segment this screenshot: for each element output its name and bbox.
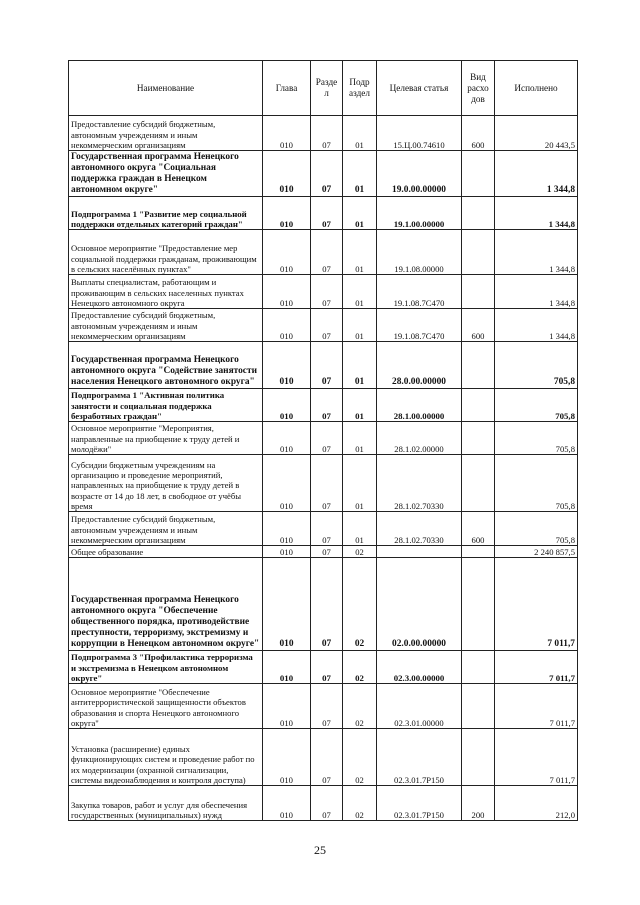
cell-name: Подпрограмма 1 "Активная политика занятости и социальная поддержка безработных граждан" — [69, 389, 263, 422]
cell-executed: 705,8 — [495, 422, 578, 455]
cell-target: 19.1.08.7С470 — [377, 309, 462, 342]
cell-subsection: 02 — [343, 786, 377, 821]
cell-executed: 1 344,8 — [495, 309, 578, 342]
cell-exptype — [462, 230, 495, 275]
header-chapter: Глава — [263, 61, 311, 116]
cell-name: Предоставление субсидий бюджетным, автономным учреждениям и иным некоммерческим организациям — [69, 116, 263, 151]
cell-name: Государственная программа Ненецкого автономного округа "Социальная поддержка граждан в Ненецком автономном округе" — [69, 151, 263, 197]
budget-table — [68, 60, 578, 821]
cell-exptype — [462, 389, 495, 422]
cell-name: Подпрограмма 3 "Профилактика терроризма и экстремизма в Ненецком автономном округе" — [69, 651, 263, 684]
cell-section: 07 — [311, 455, 343, 512]
cell-section: 07 — [311, 151, 343, 197]
cell-executed: 705,8 — [495, 389, 578, 422]
cell-exptype — [462, 546, 495, 558]
table-row — [69, 422, 578, 455]
cell-chapter: 010 — [263, 786, 311, 821]
cell-chapter: 010 — [263, 197, 311, 230]
cell-target: 02.3.01.00000 — [377, 684, 462, 729]
cell-target: 19.1.08.00000 — [377, 230, 462, 275]
cell-chapter: 010 — [263, 512, 311, 546]
cell-section: 07 — [311, 512, 343, 546]
cell-chapter: 010 — [263, 546, 311, 558]
table-row — [69, 116, 578, 151]
cell-subsection: 02 — [343, 729, 377, 786]
cell-chapter: 010 — [263, 651, 311, 684]
cell-target: 19.1.00.00000 — [377, 197, 462, 230]
table-row — [69, 197, 578, 230]
cell-section: 07 — [311, 729, 343, 786]
cell-target: 02.3.01.7Р150 — [377, 729, 462, 786]
cell-target: 19.0.00.00000 — [377, 151, 462, 197]
cell-section: 07 — [311, 275, 343, 309]
table-row — [69, 684, 578, 729]
table-row — [69, 786, 578, 821]
cell-exptype — [462, 684, 495, 729]
cell-subsection: 02 — [343, 546, 377, 558]
cell-name: Предоставление субсидий бюджетным, автономным учреждениям и иным некоммерческим организациям — [69, 309, 263, 342]
cell-exptype — [462, 729, 495, 786]
cell-chapter: 010 — [263, 684, 311, 729]
cell-section: 07 — [311, 546, 343, 558]
cell-chapter: 010 — [263, 558, 311, 651]
table-row — [69, 230, 578, 275]
cell-name: Установка (расширение) единых функционирующих систем и проведение работ по их модернизации (охранной сигнализации, системы видеонаблюдения и контроля доступа) — [69, 729, 263, 786]
cell-section: 07 — [311, 197, 343, 230]
table-header — [69, 61, 578, 116]
cell-section: 07 — [311, 786, 343, 821]
cell-executed: 20 443,5 — [495, 116, 578, 151]
cell-name: Субсидии бюджетным учреждениям на организацию и проведение мероприятий, направленных на приобщение к труду детей в возрасте от 14 до 18 лет, в свободное от учёбы время — [69, 455, 263, 512]
table-row — [69, 729, 578, 786]
cell-name: Государственная программа Ненецкого автономного округа "Содействие занятости населения Ненецкого автономного округа" — [69, 342, 263, 389]
cell-subsection: 01 — [343, 455, 377, 512]
cell-exptype — [462, 422, 495, 455]
table-row — [69, 546, 578, 558]
cell-name: Общее образование — [69, 546, 263, 558]
cell-target: 28.1.00.00000 — [377, 389, 462, 422]
cell-target: 02.0.00.00000 — [377, 558, 462, 651]
table-row — [69, 389, 578, 422]
cell-executed: 212,0 — [495, 786, 578, 821]
cell-name: Основное мероприятие "Предоставление мер социальной поддержки гражданам, проживающим в сельских населённых пунктах" — [69, 230, 263, 275]
cell-target — [377, 546, 462, 558]
header-section: Разде л — [311, 61, 343, 116]
cell-executed: 1 344,8 — [495, 275, 578, 309]
cell-exptype: 600 — [462, 309, 495, 342]
page-number: 25 — [314, 843, 326, 857]
cell-name: Подпрограмма 1 "Развитие мер социальной поддержки отдельных категорий граждан" — [69, 197, 263, 230]
cell-subsection: 01 — [343, 422, 377, 455]
cell-name: Государственная программа Ненецкого автономного округа "Обеспечение общественного порядка, противодействие преступности, терроризму, экстремизму и коррупции в Ненецком автономном округе" — [69, 558, 263, 651]
table-row — [69, 151, 578, 197]
cell-name: Основное мероприятие "Мероприятия, направленные на приобщение к труду детей и молодёжи" — [69, 422, 263, 455]
cell-executed: 7 011,7 — [495, 651, 578, 684]
cell-exptype — [462, 275, 495, 309]
table-row — [69, 342, 578, 389]
cell-subsection: 01 — [343, 389, 377, 422]
cell-exptype — [462, 342, 495, 389]
cell-chapter: 010 — [263, 309, 311, 342]
table-row — [69, 275, 578, 309]
cell-subsection: 01 — [343, 275, 377, 309]
cell-chapter: 010 — [263, 116, 311, 151]
cell-target: 28.1.02.70330 — [377, 512, 462, 546]
cell-target: 02.3.01.7Р150 — [377, 786, 462, 821]
cell-subsection: 02 — [343, 684, 377, 729]
cell-section: 07 — [311, 230, 343, 275]
cell-subsection: 01 — [343, 230, 377, 275]
cell-chapter: 010 — [263, 230, 311, 275]
cell-section: 07 — [311, 558, 343, 651]
cell-executed: 705,8 — [495, 342, 578, 389]
cell-section: 07 — [311, 651, 343, 684]
cell-chapter: 010 — [263, 151, 311, 197]
cell-section: 07 — [311, 684, 343, 729]
cell-section: 07 — [311, 309, 343, 342]
cell-section: 07 — [311, 342, 343, 389]
cell-executed: 1 344,8 — [495, 151, 578, 197]
table-row — [69, 455, 578, 512]
cell-target: 28.1.02.00000 — [377, 422, 462, 455]
table-row — [69, 309, 578, 342]
header-executed: Исполнено — [495, 61, 578, 116]
cell-executed: 2 240 857,5 — [495, 546, 578, 558]
cell-chapter: 010 — [263, 275, 311, 309]
cell-subsection: 01 — [343, 116, 377, 151]
cell-executed: 705,8 — [495, 512, 578, 546]
cell-exptype — [462, 558, 495, 651]
cell-name: Выплаты специалистам, работающим и проживающим в сельских населенных пунктах Ненецкого автономного округа — [69, 275, 263, 309]
cell-subsection: 01 — [343, 151, 377, 197]
header-subsection: Подр аздел — [343, 61, 377, 116]
cell-chapter: 010 — [263, 422, 311, 455]
cell-name: Закупка товаров, работ и услуг для обеспечения государственных (муниципальных) нужд — [69, 786, 263, 821]
cell-name: Основное мероприятие "Обеспечение антитеррористической защищенности объектов образования и спорта Ненецкого автономного округа" — [69, 684, 263, 729]
cell-target: 15.Ц.00.74610 — [377, 116, 462, 151]
cell-exptype: 600 — [462, 512, 495, 546]
cell-executed: 1 344,8 — [495, 197, 578, 230]
cell-exptype — [462, 651, 495, 684]
cell-subsection: 01 — [343, 512, 377, 546]
cell-target: 28.1.02.70330 — [377, 455, 462, 512]
table-row — [69, 558, 578, 651]
header-target: Целевая статья — [377, 61, 462, 116]
cell-executed: 705,8 — [495, 455, 578, 512]
cell-chapter: 010 — [263, 389, 311, 422]
cell-subsection: 01 — [343, 309, 377, 342]
cell-section: 07 — [311, 422, 343, 455]
cell-exptype — [462, 151, 495, 197]
cell-exptype — [462, 455, 495, 512]
cell-section: 07 — [311, 116, 343, 151]
cell-subsection: 01 — [343, 342, 377, 389]
cell-name: Предоставление субсидий бюджетным, автономным учреждениям и иным некоммерческим организациям — [69, 512, 263, 546]
cell-exptype — [462, 197, 495, 230]
header-name: Наименование — [69, 61, 263, 116]
table-row — [69, 512, 578, 546]
cell-section: 07 — [311, 389, 343, 422]
cell-target: 28.0.00.00000 — [377, 342, 462, 389]
cell-executed: 1 344,8 — [495, 230, 578, 275]
cell-target: 02.3.00.00000 — [377, 651, 462, 684]
cell-executed: 7 011,7 — [495, 684, 578, 729]
cell-exptype: 600 — [462, 116, 495, 151]
table-row — [69, 651, 578, 684]
cell-subsection: 01 — [343, 197, 377, 230]
cell-chapter: 010 — [263, 342, 311, 389]
header-exptype: Вид расхо дов — [462, 61, 495, 116]
cell-executed: 7 011,7 — [495, 558, 578, 651]
cell-chapter: 010 — [263, 455, 311, 512]
cell-chapter: 010 — [263, 729, 311, 786]
cell-subsection: 02 — [343, 651, 377, 684]
cell-exptype: 200 — [462, 786, 495, 821]
cell-executed: 7 011,7 — [495, 729, 578, 786]
cell-target: 19.1.08.7С470 — [377, 275, 462, 309]
cell-subsection: 02 — [343, 558, 377, 651]
